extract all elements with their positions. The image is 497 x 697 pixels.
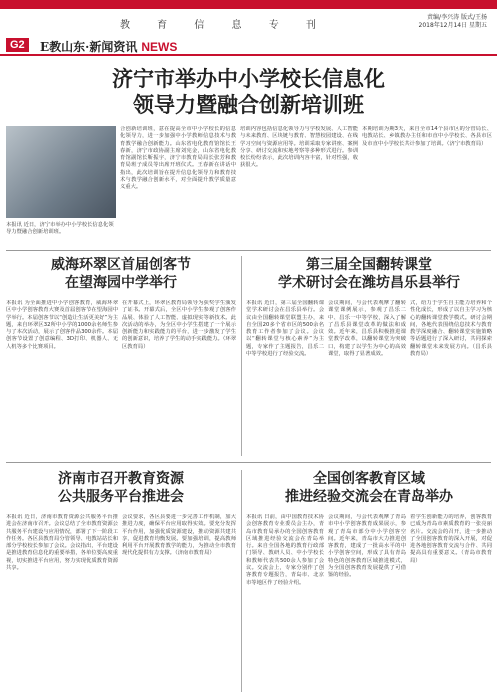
art5-col-1: 本报讯 日前，由中国教育技术协会创客教育专业委员会主办，青岛市教育局承办的全国创客教育区域推进经验交流会在青岛举行。来自全国各地的教育行政部门领导、教研人员、中小学校长和教师代表共500余人参加了会议。交流会上，专家分别作了创客教育专题报告，青岛市、北京市等地区作了经验介绍。 <box>246 514 324 586</box>
art2-col-2: 在开幕式上，环翠区教育局领导为获奖学生颁发了证书。开幕式后，全区中小学生参观了创客作品展、体验了人工智能、虚拟现实等新技术。此次活动的举办，为全区中小学生搭建了一个展示创新能力和实践能力的平台，进一步激发了学生的创新意识，培养了学生的动手实践能力。（环翠区教育局） <box>122 300 236 350</box>
art4-title-line1: 济南市召开教育资源 <box>58 471 184 487</box>
art3-title-line1: 第三届全国翻转课堂 <box>306 257 432 273</box>
art3-col-1: 本报讯 近日，第三届全国翻转课堂学术研讨会在昌乐县举行。会议由全国翻转课堂联盟主办，来自全国20多个省市区的500余名教育工作者参加了会议。会议以“翻转课堂与核心素养”为主题，专家作了主题报告，昌乐二中等学校进行了经验交流。 <box>246 300 324 358</box>
lead-photo-caption: 本报讯 近日，济宁市举办中小学校长信息化领导力暨融合创新培训班。 <box>6 222 114 235</box>
art2-title-line1: 威海环翠区首届创客节 <box>51 257 191 273</box>
art3-title-line2: 学术研讨会在潍坊昌乐县举行 <box>278 275 460 291</box>
top-red-strip <box>0 0 497 9</box>
art4-title-line2: 公共服务平台推进会 <box>58 489 184 505</box>
banner-meta <box>419 14 487 30</box>
edition-bar <box>0 36 497 56</box>
lead-photo <box>6 126 116 218</box>
art2-title-line2: 在望海园中学举行 <box>65 275 177 291</box>
edition-name-cn: E教山东·新闻资讯 <box>40 40 138 54</box>
edition-name-en: NEWS <box>141 40 178 54</box>
lead-title-line1: 济宁市举办中小学校长信息化 <box>112 67 385 91</box>
art4-headline <box>6 470 236 506</box>
art5-headline <box>246 470 492 506</box>
col-divider-1 <box>241 256 242 456</box>
art5-col-2: 会议期间，与会代表观摩了青岛市中小学创客教育成果展示，参观了青岛市部分中小学创客空间。近年来，青岛市大力推进创客教育，建成了一批高水平的中小学创客空间，形成了具有青岛特色的创客教育区域推进模式，为全国创客教育发展提供了可借鉴的经验。 <box>328 514 406 579</box>
divider-1 <box>6 250 491 251</box>
art3-headline <box>246 256 492 292</box>
art3-col-3: 式，给力于学生自主能力培养和个性化成长，形成了以自主学习为核心的翻转课堂教学模式。研讨会期间，各地代表围绕信息技术与教育教学深度融合、翻转课堂实施策略等话题进行了深入研讨，共同探索翻转课堂未来发展方向。（昌乐县教育局） <box>410 300 492 358</box>
art5-title-line1: 全国创客教育区域 <box>313 471 425 487</box>
lead-col-3: 本期培训为期3天，来自全市14个县市区的分管局长、电教站长、乡镇教办主任和市直中小学校长、各县市区及市直中小学校长共计参加了培训。（济宁市教育局） <box>362 126 492 147</box>
art2-col-1: 本报讯 为全面推进中小学创客教育，威海环翠区中小学创客教育大赛及首届创客节在望海园中学举行。本届创客节以“创造让生活更美好”为主题，来自环翠区32所中小学的1000余名师生参与了本次活动，展示了创客作品300余件。本届创客节设置了创意编程、3D打印、机器人、无人机等多个比赛项目。 <box>6 300 118 350</box>
lead-col-1: 合创新培训班，意在提高全市中小学校长的信息化领导力，进一步加强中小学教师信息技术与教育教学融合创新能力。山东省电化教育馆馆长王春新，济宁市政协副主席刘宪金，山东省电化教育馆副馆长靳振宇，济宁市教育局局长张芳和教育局班子成员等出席开班仪式。王春新在讲话中指出，此次培训旨在提升信息化领导力和教育技术与教学融合创新水平，对全面提升教学质量意义重大。 <box>120 126 236 191</box>
banner-editor: 责编/李兴涛 版式/王扬 <box>427 14 487 21</box>
divider-2 <box>6 462 491 463</box>
art3-col-2: 会议期间，与会代表观摩了翻转课堂课例展示，参观了昌乐二中、昌乐一中等学校，深入了解了昌乐县课堂改革的做法和成效。近年来，昌乐县积极推进课堂教学改革，以翻转课堂为突破口，构建了以学生为中心的高效课堂，取得了显著成效。 <box>328 300 406 358</box>
lead-col-2: 培训内容包括信息化领导力与学校发展、人工智能与未来教育、区块链与教育、智慧校园建设、在线学习空间与资源应用等。培训采取专家讲座、案例分享、研讨交流和实地考察等多种形式进行。参训校长纷纷表示，此次培训内容丰富，针对性强，收获很大。 <box>240 126 358 169</box>
lead-title-line2: 领导力暨融合创新培训班 <box>133 93 364 117</box>
banner-date: 2018年12月14日 星期五 <box>418 22 487 29</box>
page-banner <box>0 9 497 35</box>
art5-title-line2: 推进经验交流会在青岛举办 <box>285 489 453 505</box>
banner-title: 教 育 信 息 专 刊 <box>120 20 328 31</box>
col-divider-2 <box>241 470 242 692</box>
art5-col-3: 着学生创新能力的培养，创客教育已成为青岛市素质教育的一张亮丽名片。交流会的召开，进一步推动了全国创客教育的深入开展，对促进各地创客教育交流与合作、共同提高具有重要意义。（青岛市教育局） <box>410 514 492 564</box>
edition-name <box>40 38 177 55</box>
edition-code: G2 <box>6 38 29 52</box>
art2-headline <box>6 256 236 292</box>
art4-col-1: 本报讯 近日，济南市教育资源公共服务平台推进会在济南市召开。会议总结了全市教育资源公共服务平台建设与应用情况，部署了下一阶段工作任务。各区县教育局分管领导、电教站站长和部分学校校长参加了会议。会议指出，平台建设是推进教育信息化的重要举措，各单位要高度重视，切实推进平台应用，努力实现优质教育资源共享。 <box>6 514 118 572</box>
lead-headline <box>0 66 497 118</box>
art4-col-2: 会议要求，各区县要进一步完善工作机制，加大推进力度，确保平台应用取得实效。要充分发挥平台作用，加强优质资源建设，推动资源共建共享，促进教育均衡发展。要加强培训，提高教师利用平台开展教育教学的能力，为推动全市教育现代化提供有力支撑。（济南市教育局） <box>122 514 236 557</box>
